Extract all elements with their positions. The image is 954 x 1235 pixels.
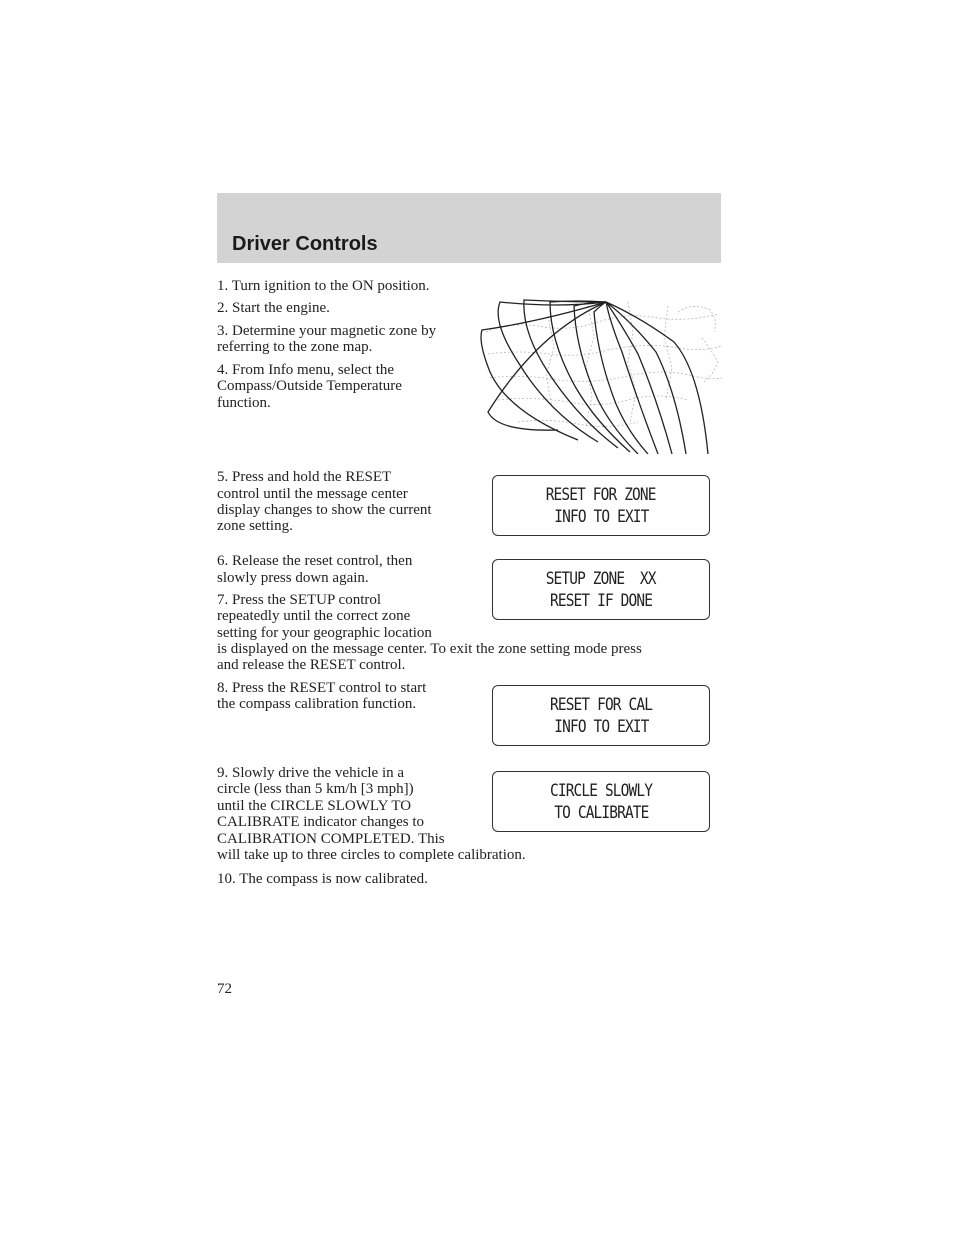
display-line: RESET IF DONE: [549, 590, 653, 611]
step-6-line-1: 6. Release the reset control, then: [217, 553, 413, 569]
display-line: RESET FOR ZONE: [546, 484, 656, 505]
step-5-line-2: control until the message center: [217, 486, 408, 502]
display-line: RESET FOR CAL: [549, 694, 653, 715]
step-9-line-3: until the CIRCLE SLOWLY TO: [217, 798, 412, 814]
step-7-line-2: repeatedly until the correct zone: [217, 608, 411, 624]
step-8-line-2: the compass calibration function.: [217, 696, 417, 712]
step-5-line-1: 5. Press and hold the RESET: [217, 469, 392, 485]
display-line: CIRCLE SLOWLY: [549, 780, 653, 801]
step-3-line-2: referring to the zone map.: [217, 339, 373, 355]
step-9-line-1: 9. Slowly drive the vehicle in a: [217, 765, 405, 781]
section-title: Driver Controls: [232, 233, 378, 255]
display-line: INFO TO EXIT: [553, 506, 649, 527]
step-1: 1. Turn ignition to the ON position.: [217, 278, 430, 294]
step-4-line-1: 4. From Info menu, select the: [217, 362, 395, 378]
step-2: 2. Start the engine.: [217, 300, 330, 316]
step-7-line-1: 7. Press the SETUP control: [217, 592, 382, 608]
step-5-line-3: display changes to show the current: [217, 502, 432, 518]
step-9-line-6: will take up to three circles to complete calibration.: [217, 847, 526, 863]
step-9-line-5: CALIBRATION COMPLETED. This: [217, 831, 445, 847]
page-number: 72: [217, 981, 232, 997]
display-reset-for-cal: [492, 685, 710, 746]
display-circle-slowly: [492, 771, 710, 832]
step-6-line-2: slowly press down again.: [217, 570, 369, 586]
step-8-line-1: 8. Press the RESET control to start: [217, 680, 427, 696]
step-4-line-2: Compass/Outside Temperature: [217, 378, 402, 394]
display-line: INFO TO EXIT: [553, 716, 649, 737]
step-7-line-4: is displayed on the message center. To exit the zone setting mode press: [217, 641, 642, 657]
step-9-line-4: CALIBRATE indicator changes to: [217, 814, 425, 830]
step-3-line-1: 3. Determine your magnetic zone by: [217, 323, 437, 339]
step-4-line-3: function.: [217, 395, 271, 411]
section-header-band: [217, 193, 721, 263]
step-7-line-3: setting for your geographic location: [217, 625, 432, 641]
step-7-line-5: and release the RESET control.: [217, 657, 406, 673]
display-line: SETUP ZONE XX: [546, 568, 656, 589]
magnetic-zone-map: [478, 292, 724, 454]
display-setup-zone: [492, 559, 710, 620]
step-9-line-2: circle (less than 5 km/h [3 mph]): [217, 781, 414, 797]
step-5-line-4: zone setting.: [217, 518, 293, 534]
display-line: TO CALIBRATE: [553, 802, 649, 823]
step-10: 10. The compass is now calibrated.: [217, 871, 428, 887]
display-reset-for-zone: [492, 475, 710, 536]
